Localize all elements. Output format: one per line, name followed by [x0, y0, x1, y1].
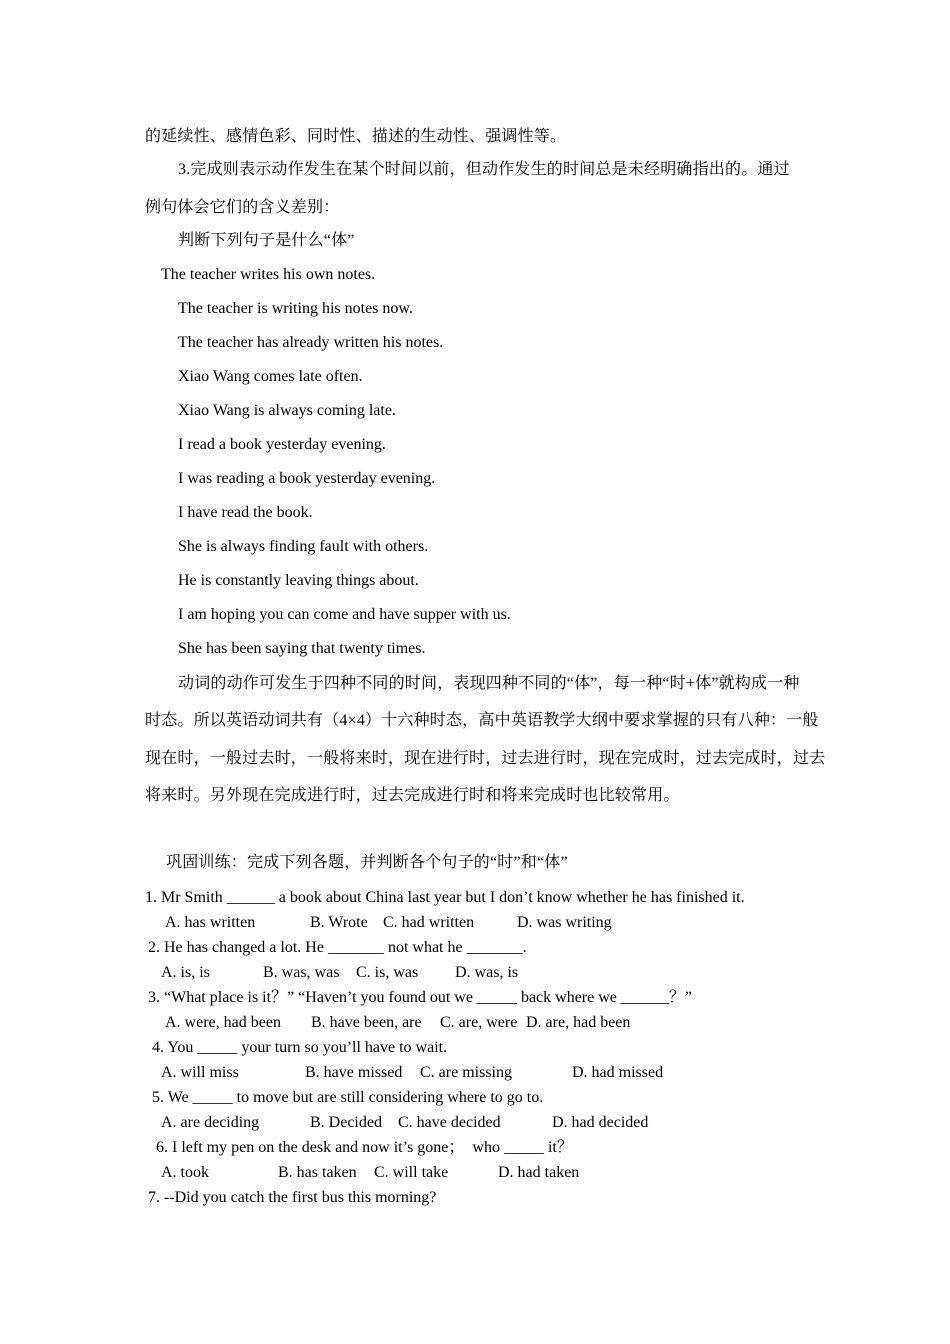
option: C. are, were — [440, 1014, 518, 1031]
example-sentence: Xiao Wang is always coming late. — [178, 402, 396, 419]
option: A. took — [161, 1164, 209, 1181]
intro-line-1: 的延续性、感情色彩、同时性、描述的生动性、强调性等。 — [145, 128, 567, 145]
question-stem: 3. “What place is it？” “Haven’t you found out we _____ back where we ______？” — [148, 989, 692, 1006]
option: C. is, was — [356, 964, 419, 981]
option: A. are deciding — [161, 1114, 260, 1131]
example-sentence: I was reading a book yesterday evening. — [178, 470, 436, 487]
option: D. was writing — [517, 914, 612, 931]
option: A. has written — [165, 914, 256, 931]
summary-line-3: 现在时，一般过去时，一般将来时，现在进行时，过去进行时，现在完成时，过去完成时，过去 — [145, 750, 826, 767]
option: B. has taken — [278, 1164, 357, 1181]
intro-line-3: 例句体会它们的含义差别： — [145, 199, 340, 216]
option: D. had missed — [572, 1064, 664, 1081]
option: C. have decided — [398, 1114, 501, 1131]
example-sentence: I am hoping you can come and have supper with us. — [178, 606, 511, 623]
example-sentence: Xiao Wang comes late often. — [178, 368, 363, 385]
question-stem: 5. We _____ to move but are still considering where to go to. — [152, 1089, 544, 1106]
option: B. have been, are — [311, 1014, 422, 1031]
intro-line-2: 3.完成则表示动作发生在某个时间以前，但动作发生的时间总是未经明确指出的。通过 — [178, 161, 790, 178]
option: A. were, had been — [165, 1014, 281, 1031]
example-sentence: I have read the book. — [178, 504, 313, 521]
example-sentence: She is always finding fault with others. — [178, 538, 429, 555]
summary-line-2: 时态。所以英语动词共有（4×4）十六种时态，高中英语教学大纲中要求掌握的只有八种：一般 — [145, 712, 819, 729]
question-stem: 2. He has changed a lot. He _______ not what he _______. — [148, 939, 527, 956]
example-sentence: The teacher has already written his notes. — [178, 334, 444, 351]
option: B. Wrote — [310, 914, 368, 931]
intro-prompt: 判断下列句子是什么“体” — [178, 232, 355, 249]
option: A. is, is — [161, 964, 210, 981]
example-sentence: I read a book yesterday evening. — [178, 436, 386, 453]
exercise-heading: 巩固训练：完成下列各题，并判断各个句子的“时”和“体” — [166, 854, 568, 871]
question-stem: 6. I left my pen on the desk and now it’s gone； who _____ it？ — [156, 1139, 573, 1156]
option: C. are missing — [420, 1064, 512, 1081]
example-sentence: She has been saying that twenty times. — [178, 640, 426, 657]
option: C. will take — [374, 1164, 449, 1181]
option: A. will miss — [161, 1064, 239, 1081]
example-sentence: He is constantly leaving things about. — [178, 572, 419, 589]
option: B. was, was — [263, 964, 340, 981]
summary-line-1: 动词的动作可发生于四种不同的时间，表现四种不同的“体”，每一种“时+体”就构成一种 — [178, 675, 800, 692]
question-stem: 4. You _____ your turn so you’ll have to wait. — [152, 1039, 448, 1056]
option: C. had written — [383, 914, 475, 931]
question-stem: 7. --Did you catch the first bus this morning? — [148, 1189, 437, 1206]
question-stem: 1. Mr Smith ______ a book about China last year but I don’t know whether he has finished it. — [145, 889, 745, 906]
summary-line-4: 将来时。另外现在完成进行时，过去完成进行时和将来完成时也比较常用。 — [145, 787, 680, 804]
example-sentence: The teacher writes his own notes. — [161, 266, 376, 283]
option: B. Decided — [310, 1114, 382, 1131]
example-sentence: The teacher is writing his notes now. — [178, 300, 413, 317]
option: D. are, had been — [526, 1014, 631, 1031]
option: D. was, is — [455, 964, 519, 981]
option: B. have missed — [305, 1064, 403, 1081]
option: D. had decided — [552, 1114, 649, 1131]
option: D. had taken — [498, 1164, 580, 1181]
